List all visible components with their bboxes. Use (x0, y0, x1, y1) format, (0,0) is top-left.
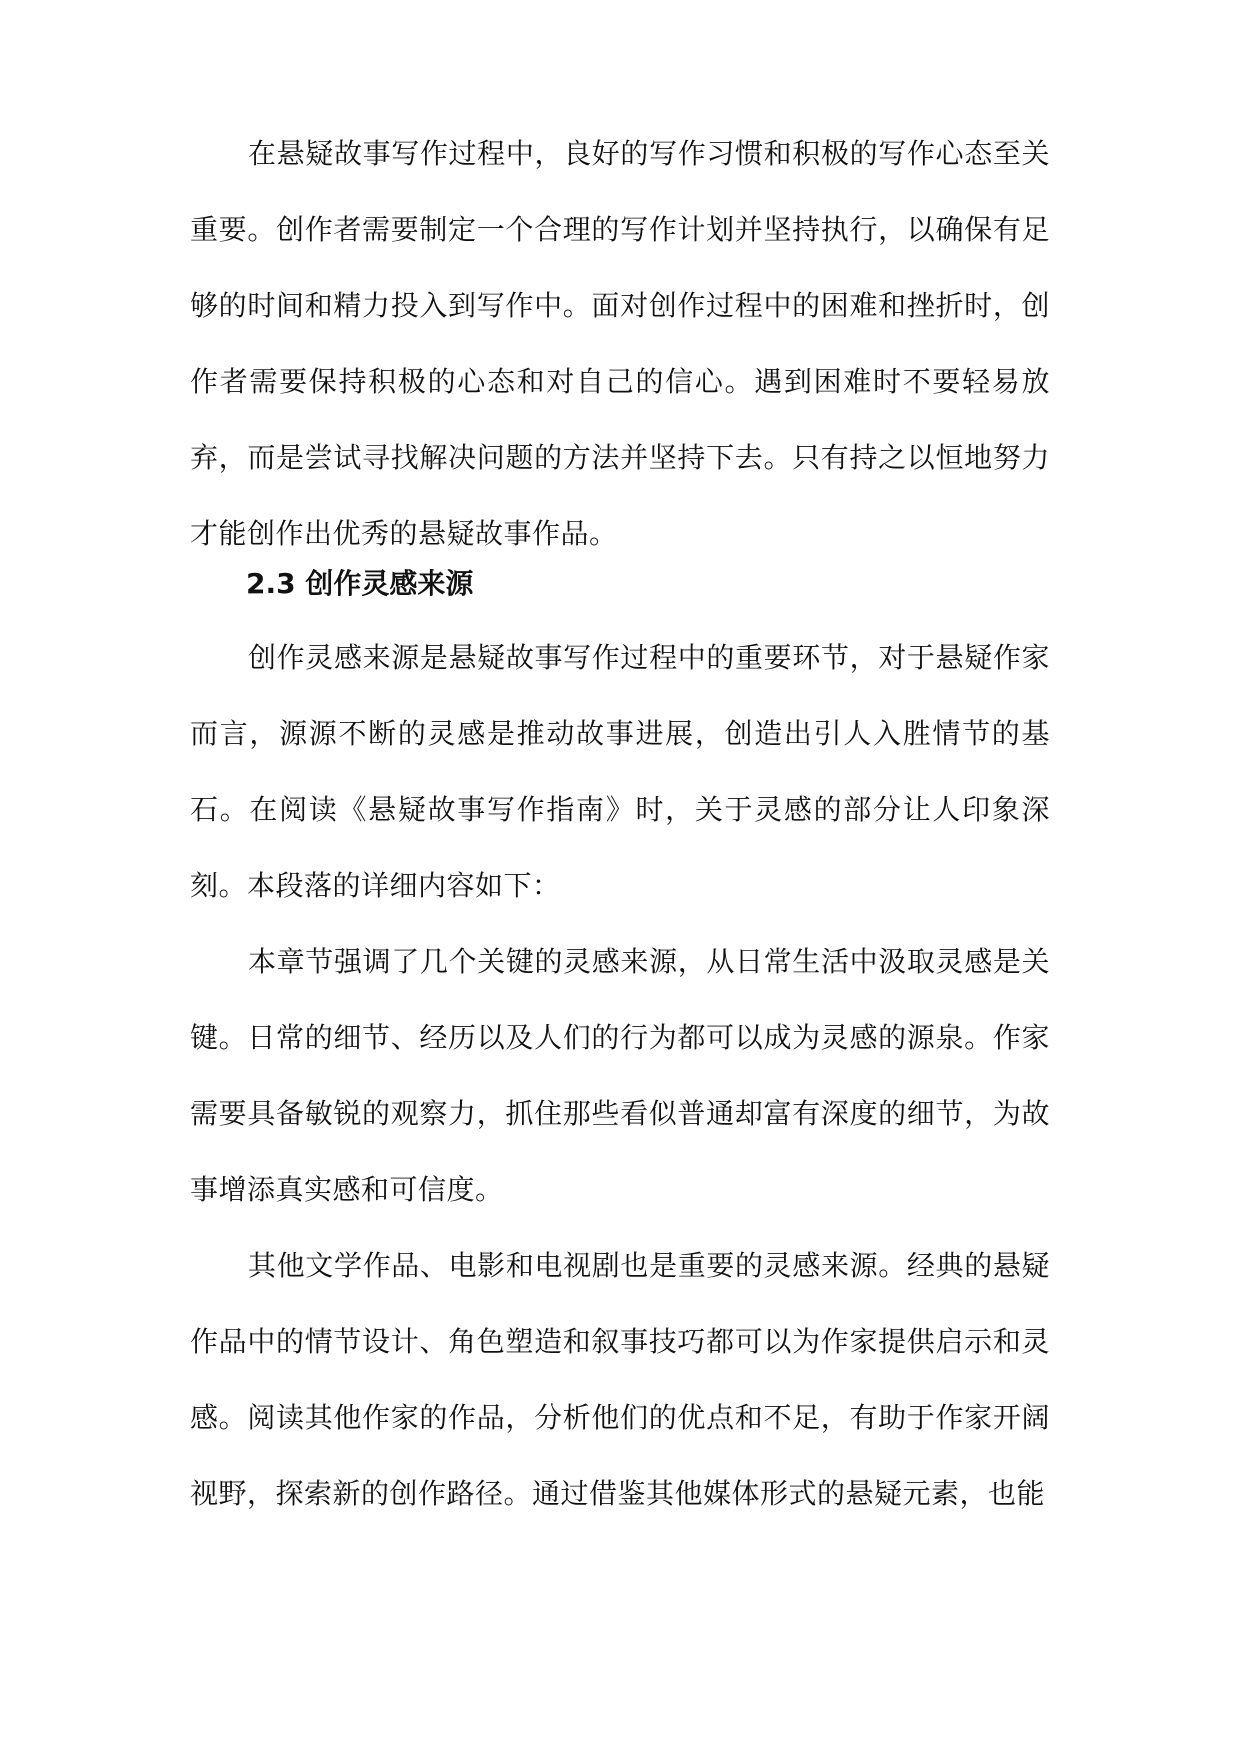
body-text-upper (190, 116, 1050, 572)
section-heading: 2.3 创作灵感来源 (246, 567, 474, 600)
paragraph-daily-life: 本章节强调了几个关键的灵感来源，从日常生活中汲取灵感是关键。日常的细节、经历以及人们的行为都可以成为灵感的源泉。作家需要具备敏锐的观察力，抓住那些看似普通却富有深度的细节，为故事增添真实感和可信度。 (190, 945, 1050, 1206)
body-text-lower (190, 620, 1050, 1532)
paragraph-other-works: 其他文学作品、电影和电视剧也是重要的灵感来源。经典的悬疑作品中的情节设计、角色塑造和叙事技巧都可以为作家提供启示和灵感。阅读其他作家的作品，分析他们的优点和不足，有助于作家开阔视野，探索新的创作路径。通过借鉴其他媒体形式的悬疑元素，也能 (190, 1249, 1050, 1510)
paragraph-writing-habits: 在悬疑故事写作过程中，良好的写作习惯和积极的写作心态至关重要。创作者需要制定一个合理的写作计划并坚持执行，以确保有足够的时间和精力投入到写作中。面对创作过程中的困难和挫折时，创作者需要保持积极的心态和对自己的信心。遇到困难时不要轻易放弃，而是尝试寻找解决问题的方法并坚持下去。只有持之以恒地努力才能创作出优秀的悬疑故事作品。 (190, 137, 1050, 550)
paragraph-inspiration-intro: 创作灵感来源是悬疑故事写作过程中的重要环节，对于悬疑作家而言，源源不断的灵感是推动故事进展，创造出引人入胜情节的基石。在阅读《悬疑故事写作指南》时，关于灵感的部分让人印象深刻。本段落的详细内容如下： (190, 641, 1050, 902)
